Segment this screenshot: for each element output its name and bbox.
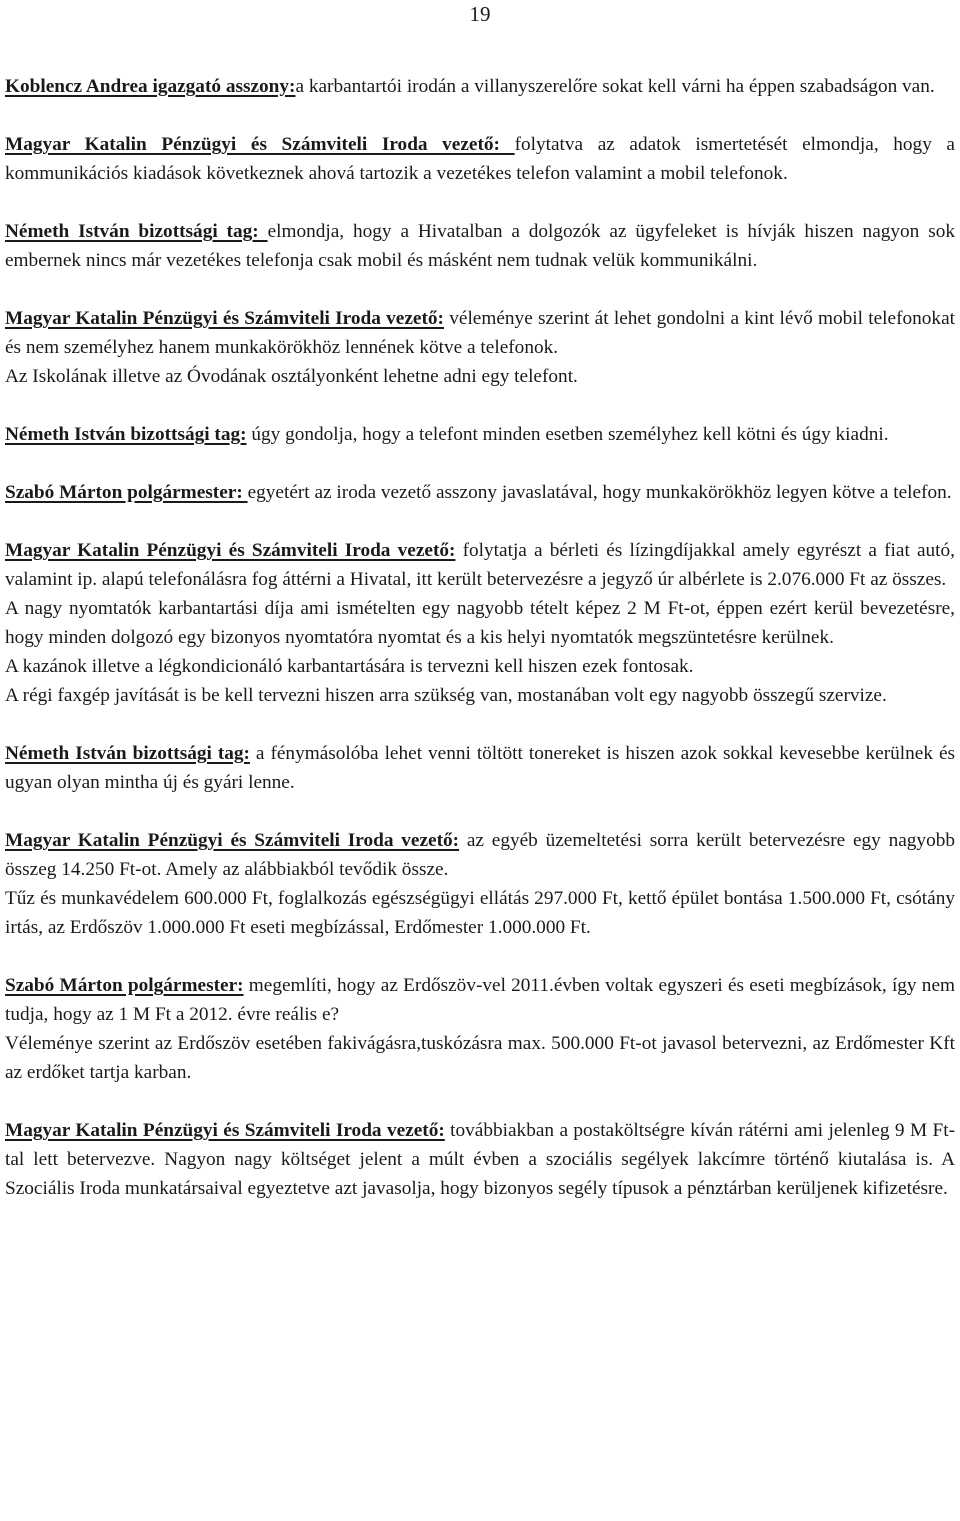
paragraph bbox=[5, 217, 955, 275]
speaker-label: Koblencz Andrea igazgató asszony: bbox=[5, 76, 296, 97]
paragraph bbox=[5, 478, 955, 507]
paragraph: A régi faxgép javítását is be kell tervezni hiszen arra szükség van, mostanában volt egy nagyobb összegű szervize. bbox=[5, 685, 887, 706]
speaker-label: Magyar Katalin Pénzügyi és Számviteli Iroda vezető: bbox=[5, 1120, 445, 1141]
speaker-label: Németh István bizottsági tag: bbox=[5, 221, 268, 242]
speaker-label: Magyar Katalin Pénzügyi és Számviteli Iroda vezető: bbox=[5, 308, 444, 329]
statement-text: továbbiakban a postaköltségre kíván rátérni ami jelenleg 9 M Ft-tal lett betervezve. Nagyon nagy költséget jelent a múlt évben a szociális segélyek lakcímre történő kiutalása is. A Szociális Iroda munkatársaival egyeztetve azt javasolja, hogy bizonyos segély típusok a pénztárban kerüljenek kifizetésre. bbox=[5, 1120, 955, 1199]
statement-text: folytatva az adatok ismertetését elmondja, hogy a kommunikációs kiadások következnek ahová tartozik a vezetékes telefon valamint a mobil telefonok. bbox=[5, 134, 955, 184]
paragraph bbox=[5, 971, 955, 1029]
page-number: 19 bbox=[469, 2, 491, 26]
minutes-block-1 bbox=[5, 72, 955, 101]
speaker-label: Szabó Márton polgármester: bbox=[5, 975, 244, 996]
speaker-label: Magyar Katalin Pénzügyi és Számviteli Iroda vezető: bbox=[5, 540, 456, 561]
minutes-block-9 bbox=[5, 826, 955, 942]
speaker-label: Németh István bizottsági tag: bbox=[5, 424, 247, 445]
paragraph: Az Iskolának illetve az Óvodának osztályonként lehetne adni egy telefont. bbox=[5, 366, 578, 387]
minutes-block-3 bbox=[5, 217, 955, 275]
minutes-block-5 bbox=[5, 420, 955, 449]
paragraph bbox=[5, 536, 955, 594]
statement-text: folytatja a bérleti és lízingdíjakkal amely egyrészt a fiat autó, valamint ip. alapú telefonálásra fog áttérni a Hivatal, itt került betervezésre a jegyző úr albérlete is 2.076.000 Ft az összes. bbox=[5, 540, 956, 590]
minutes-block-2 bbox=[5, 130, 955, 188]
statement-text: az egyéb üzemeltetési sorra került betervezésre egy nagyobb összeg 14.250 Ft-ot. Amely az alábbiakból tevődik össze. bbox=[5, 830, 955, 880]
paragraph: Véleménye szerint az Erdőszöv esetében fakivágásra,tuskózásra max. 500.000 Ft-ot javasol betervezni, az Erdőmester Kft az erdőket tartja karban. bbox=[5, 1033, 955, 1083]
paragraph: Tűz és munkavédelem 600.000 Ft, foglalkozás egészségügyi ellátás 297.000 Ft, kettő épület bontása 1.500.000 Ft, csótány irtás, az Erdőszöv 1.000.000 Ft eseti megbízással, Erdőmester 1.000.000 Ft. bbox=[5, 888, 955, 938]
speaker-label: Németh István bizottsági tag: bbox=[5, 743, 250, 764]
paragraph bbox=[5, 1116, 955, 1203]
paragraph bbox=[5, 420, 955, 449]
statement-text: a fénymásolóba lehet venni töltött tonereket is hiszen azok sokkal kevesebbe kerülnek és ugyan olyan mintha új és gyári lenne. bbox=[5, 743, 955, 793]
minutes-block-8 bbox=[5, 739, 955, 797]
statement-text: úgy gondolja, hogy a telefont minden esetben személyhez kell kötni és úgy kiadni. bbox=[246, 424, 889, 445]
paragraph: A nagy nyomtatók karbantartási díja ami ismételten egy nagyobb tételt képez 2 M Ft-ot, éppen ezért kerül bevezetésre, hogy minden dolgozó egy bizonyos nyomtatóra nyomtat és a kis helyi nyomtatók megszüntetésre kerülnek. bbox=[5, 598, 955, 648]
statement-text: egyetért az iroda vezető asszony javaslatával, hogy munkakörökhöz legyen kötve a telefon. bbox=[247, 482, 952, 503]
paragraph bbox=[5, 130, 955, 188]
paragraph: A kazánok illetve a légkondicionáló karbantartására is tervezni kell hiszen ezek fontosak. bbox=[5, 656, 694, 677]
minutes-block-4 bbox=[5, 304, 955, 391]
paragraph bbox=[5, 739, 955, 797]
minutes-block-7 bbox=[5, 536, 955, 710]
speaker-label: Szabó Márton polgármester: bbox=[5, 482, 248, 503]
minutes-block-11 bbox=[5, 1116, 955, 1203]
statement-text: véleménye szerint át lehet gondolni a kint lévő mobil telefonokat és nem személyhez hanem munkakörökhöz lennének kötve a telefonok. bbox=[5, 308, 955, 358]
paragraph bbox=[5, 304, 955, 362]
statement-text: elmondja, hogy a Hivatalban a dolgozók az ügyfeleket is hívják hiszen nagyon sok embernek nincs már vezetékes telefonja csak mobil és másként nem tudnak velük kommunikálni. bbox=[5, 221, 955, 271]
minutes-block-10 bbox=[5, 971, 955, 1087]
minutes-text bbox=[5, 72, 955, 1203]
speaker-label: Magyar Katalin Pénzügyi és Számviteli Iroda vezető: bbox=[5, 830, 460, 851]
minutes-block-6 bbox=[5, 478, 955, 507]
speaker-label: Magyar Katalin Pénzügyi és Számviteli Iroda vezető: bbox=[5, 134, 515, 155]
paragraph bbox=[5, 826, 955, 884]
statement-text: megemlíti, hogy az Erdőszöv-vel 2011.évben voltak egyszeri és eseti megbízások, így nem tudja, hogy az 1 M Ft a 2012. évre reális e? bbox=[5, 975, 955, 1025]
paragraph bbox=[5, 72, 955, 101]
statement-text: a karbantartói irodán a villanyszerelőre sokat kell várni ha éppen szabadságon van. bbox=[295, 76, 935, 97]
